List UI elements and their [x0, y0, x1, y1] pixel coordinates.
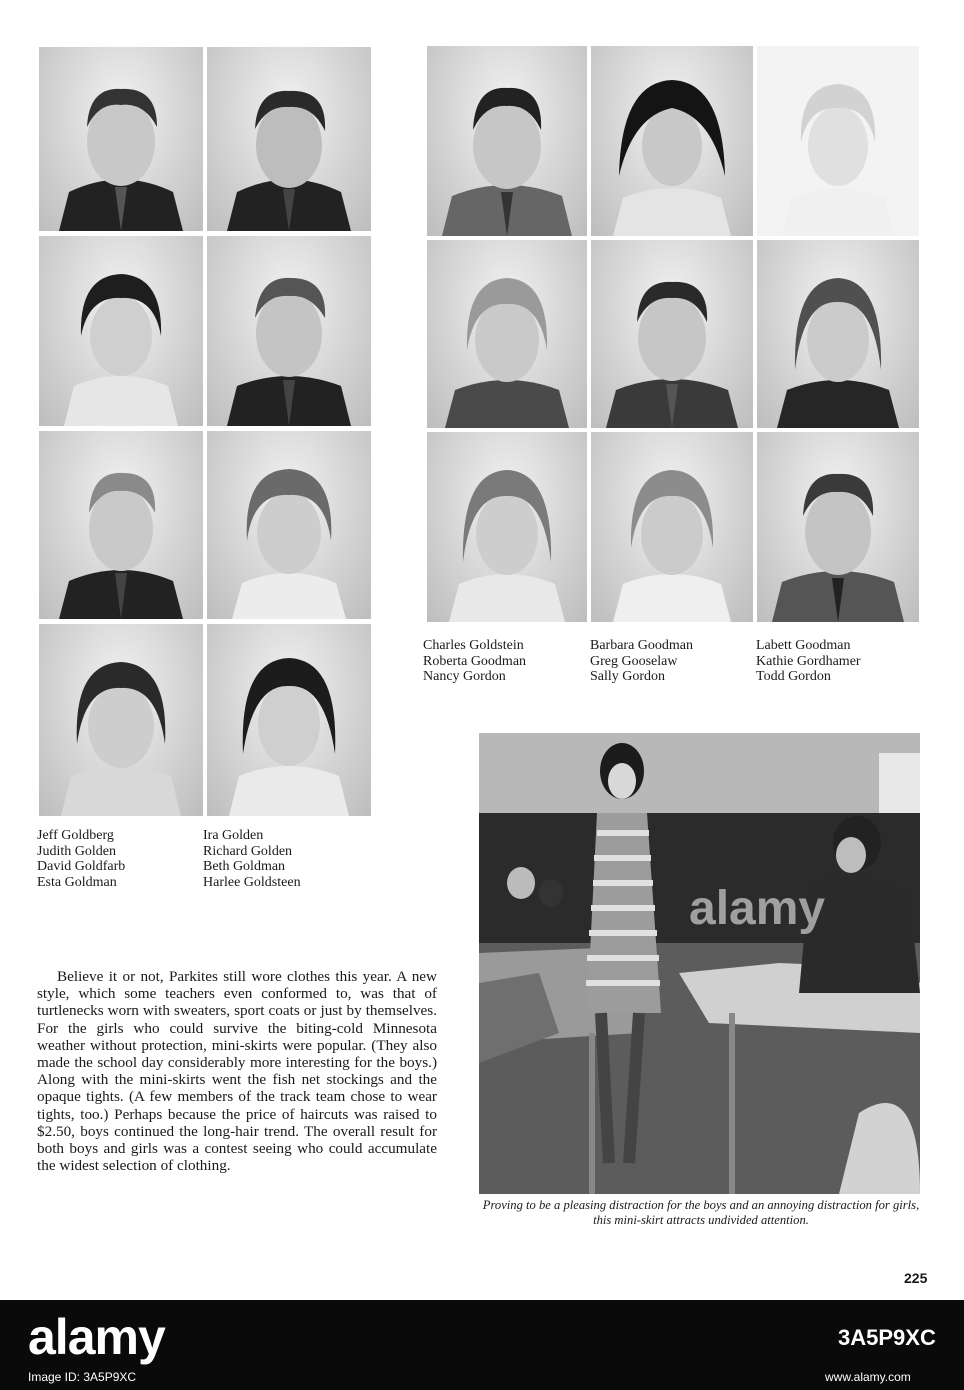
student-name: Judith Golden: [37, 843, 116, 859]
portrait: [427, 432, 587, 622]
alamy-url: www.alamy.com: [825, 1370, 911, 1384]
student-name: Charles Goldstein: [423, 638, 524, 653]
portrait: [207, 431, 371, 619]
student-name: Richard Golden: [203, 843, 293, 859]
portrait: [207, 47, 371, 231]
portrait: [757, 432, 919, 622]
portrait: [39, 624, 203, 816]
photo-caption: Proving to be a pleasing distraction for the boys and an annoying distraction for girls, this mini-skirt attracts undivided attention.: [482, 1198, 920, 1227]
left-names-col1: [37, 828, 125, 890]
student-name: David Goldfarb: [37, 859, 126, 874]
student-name: Kathie Gordhamer: [756, 653, 861, 669]
alamy-logo: alamy: [28, 1309, 165, 1365]
portrait: [39, 431, 203, 619]
student-name: Roberta Goodman: [423, 653, 527, 669]
portrait: [757, 240, 919, 428]
page-number: 225: [904, 1270, 928, 1286]
student-name: Ira Golden: [203, 828, 264, 843]
watermark-footer: [0, 1300, 964, 1390]
right-names-col1: [423, 638, 526, 685]
portrait: [39, 47, 203, 231]
student-name: Beth Goldman: [203, 859, 286, 874]
portrait: [757, 46, 919, 236]
student-name: Jeff Goldberg: [37, 828, 114, 843]
portrait: [207, 624, 371, 816]
portrait: [427, 240, 587, 428]
image-id-code: 3A5P9XC: [838, 1325, 936, 1350]
student-name: Sally Gordon: [590, 669, 666, 684]
classroom-photo: [479, 733, 920, 1194]
left-names-col2: [203, 828, 301, 890]
student-name: Harlee Goldsteen: [203, 874, 301, 890]
student-name: Labett Goodman: [756, 638, 851, 653]
right-names-col3: [756, 638, 861, 685]
portrait: [207, 236, 371, 426]
article-body: Believe it or not, Parkites still wore clothes this year. A new style, which some teachers even conformed to, was that of turtlenecks worn with sweaters, sport coats or just by themselves. For the girls who could survive the biting-cold Minnesota weather without protection, mini-skirts were popular. (They also made the school day considerably more interesting for the boys.) Along with the mini-skirts went the fish net stockings and the opaque tights. (A few members of the track team chose to wear tights, too.) Perhaps because the price of haircuts was raised to $2.50, boys continued the long-hair trend. The overall result for both boys and girls was a contest seeing who could accumulate the widest selection of clothing.: [37, 968, 437, 1175]
portrait: [427, 46, 587, 236]
student-name: Barbara Goodman: [590, 638, 694, 653]
portrait: [591, 240, 753, 428]
photo-watermark: alamy: [689, 882, 826, 935]
portrait: [591, 46, 753, 236]
right-names-col2: [590, 638, 693, 685]
student-name: Nancy Gordon: [423, 669, 506, 684]
image-id-label: Image ID: 3A5P9XC: [28, 1370, 137, 1384]
student-name: Esta Goldman: [37, 874, 117, 890]
student-name: Greg Gooselaw: [590, 653, 678, 669]
portrait: [39, 236, 203, 426]
portrait: [591, 432, 753, 622]
student-name: Todd Gordon: [756, 669, 831, 684]
